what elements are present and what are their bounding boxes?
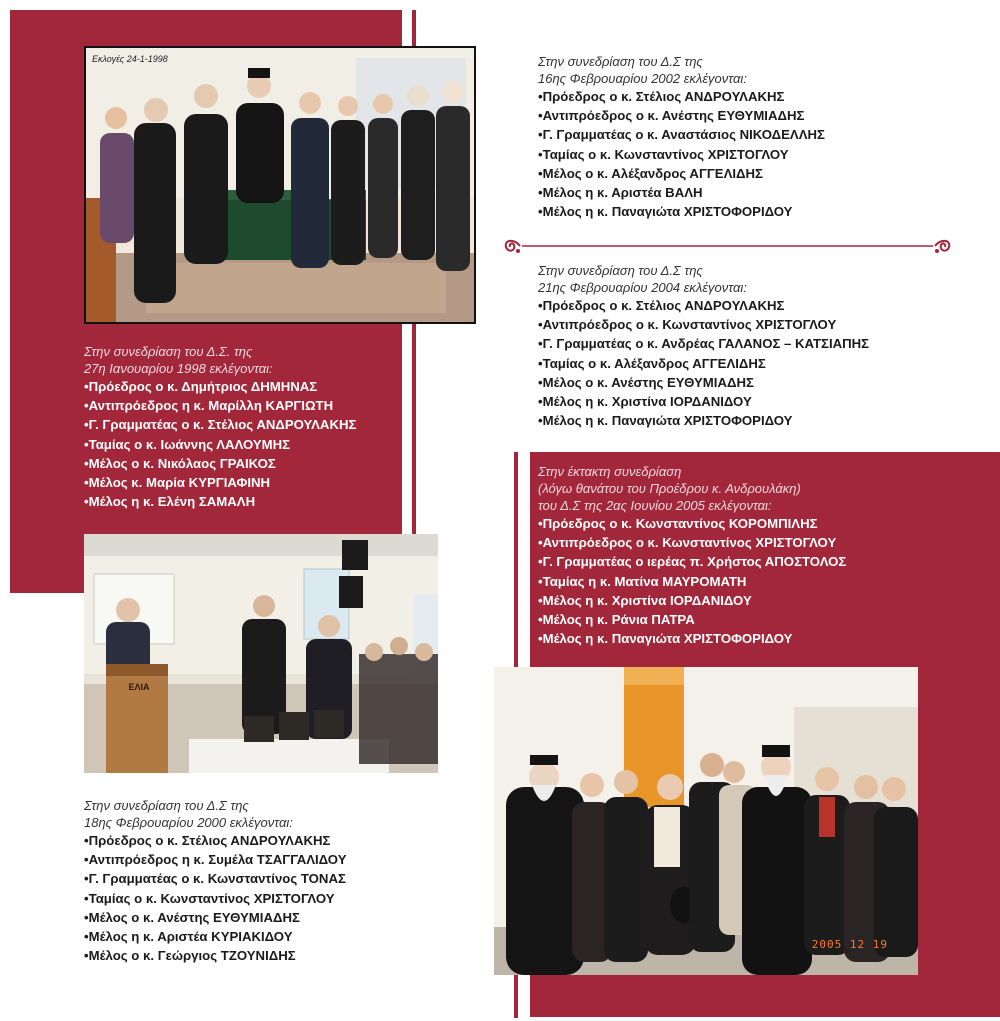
member-row: •Αντιπρόεδρος η κ. Συμέλα ΤΣΑΓΓΑΛΙΔΟΥ — [84, 852, 347, 868]
board-1998-block — [84, 343, 356, 511]
member-row: •Μέλος η κ. Ελένη ΣΑΜΑΛΗ — [84, 494, 256, 510]
member-row: •Γ. Γραμματέας ο κ. Ανδρέας ΓΑΛΑΝΟΣ – ΚΑΤΣΙΑΠΗΣ — [538, 336, 870, 352]
member-row: •Ταμίας η κ. Ματίνα ΜΑΥΡΟΜΑΤΗ — [538, 573, 747, 589]
member-row: •Ταμίας ο κ. Κωνσταντίνος ΧΡΙΣΤΟΓΛΟΥ — [538, 146, 789, 162]
photo-podium-illustration — [84, 534, 438, 773]
member-row: •Αντιπρόεδρος ο κ. Κωνσταντίνος ΧΡΙΣΤΟΓΛΟΥ — [538, 317, 837, 333]
member-row: •Μέλος η κ. Παναγιώτα ΧΡΙΣΤΟΦΟΡΙΔΟΥ — [538, 413, 793, 429]
member-row: •Πρόεδρος ο κ. Στέλιος ΑΝΔΡΟΥΛΑΚΗΣ — [538, 298, 785, 313]
photo-group-2005 — [494, 667, 918, 975]
board-2000-intro: Στην συνεδρίαση του Δ.Σ της 18ης Φεβρουαρίου 2000 εκλέγονται: — [84, 798, 293, 830]
member-row: •Αντιπρόεδρος η κ. Μαρίλλη ΚΑΡΓΙΩΤΗ — [84, 398, 334, 414]
member-row: •Πρόεδρος ο κ. Στέλιος ΑΝΔΡΟΥΛΑΚΗΣ — [84, 833, 331, 848]
member-row: •Μέλος η κ. Παναγιώτα ΧΡΙΣΤΟΦΟΡΙΔΟΥ — [538, 204, 793, 220]
member-row: •Ταμίας ο κ. Αλέξανδρος ΑΓΓΕΛΙΔΗΣ — [538, 355, 766, 371]
member-row: •Μέλος ο κ. Γεώργιος ΤΖΟΥΝΙΔΗΣ — [84, 948, 296, 964]
board-2005-members — [538, 514, 846, 648]
member-row: •Μέλος ο κ. Ανέστης ΕΥΘΥΜΙΑΔΗΣ — [538, 374, 754, 390]
ornament-divider-icon — [500, 236, 955, 256]
member-row: •Μέλος η κ. Χριστίνα ΙΟΡΔΑΝΙΔΟΥ — [538, 394, 752, 410]
member-row: •Μέλος κ. Μαρία ΚΥΡΓΙΑΦΙΝΗ — [84, 475, 271, 491]
member-row: •Αντιπρόεδρος ο κ. Κωνσταντίνος ΧΡΙΣΤΟΓΛΟΥ — [538, 535, 837, 551]
photo-group-illustration — [494, 667, 918, 975]
member-row: •Γ. Γραμματέας ο κ. Αναστάσιος ΝΙΚΟΔΕΛΛΗΣ — [538, 127, 825, 143]
member-row: •Μέλος η κ. Αριστέα ΚΥΡΙΑΚΙΔΟΥ — [84, 929, 293, 945]
board-2004-intro: Στην συνεδρίαση του Δ.Σ της 21ης Φεβρουαρίου 2004 εκλέγονται: — [538, 263, 747, 295]
podium-sign: ΕΛΙΑ — [128, 682, 150, 692]
board-2005-intro: Στην έκτακτη συνεδρίαση (λόγω θανάτου του Προέδρου κ. Ανδρουλάκη) του Δ.Σ της 2ας Ιουνίου 2005 εκλέγονται: — [538, 464, 801, 513]
board-2000-block — [84, 797, 347, 965]
member-row: •Μέλος η κ. Ράνια ΠΑΤΡΑ — [538, 612, 695, 628]
photo-podium-event — [84, 534, 438, 773]
photo-datestamp: 2005 12 19 — [811, 938, 888, 951]
board-2002-block — [538, 53, 825, 221]
board-2002-members — [538, 87, 825, 221]
member-row: •Ταμίας ο κ. Ιωάννης ΛΑΛΟΥΜΗΣ — [84, 436, 291, 452]
member-row: •Ταμίας ο κ. Κωνσταντίνος ΧΡΙΣΤΟΓΛΟΥ — [84, 890, 335, 906]
member-row: •Γ. Γραμματέας ο κ. Κωνσταντίνος ΤΟΝΑΣ — [84, 871, 346, 887]
member-row: •Μέλος ο κ. Ανέστης ΕΥΘΥΜΙΑΔΗΣ — [84, 909, 300, 925]
board-2004-block — [538, 262, 869, 430]
member-row: •Πρόεδρος ο κ. Κωνσταντίνος ΚΟΡΟΜΠΙΛΗΣ — [538, 516, 818, 531]
board-2005-block — [538, 463, 846, 648]
photo-1998-illustration — [86, 48, 474, 322]
board-2002-intro: Στην συνεδρίαση του Δ.Σ της 16ης Φεβρουαρίου 2002 εκλέγονται: — [538, 54, 747, 86]
photo-election-1998 — [84, 46, 476, 324]
board-2000-members — [84, 831, 347, 965]
member-row: •Πρόεδρος ο κ. Δημήτριος ΔΗΜΗΝΑΣ — [84, 379, 318, 394]
member-row: •Γ. Γραμματέας ο ιερέας π. Χρήστος ΑΠΟΣΤΟΛΟΣ — [538, 554, 847, 570]
member-row: •Μέλος ο κ. Αλέξανδρος ΑΓΓΕΛΙΔΗΣ — [538, 165, 763, 181]
member-row: •Μέλος ο κ. Νικόλαος ΓΡΑΙΚΟΣ — [84, 455, 276, 471]
board-2004-members — [538, 296, 869, 430]
photo-caption: Εκλογές 24-1-1998 — [92, 54, 168, 64]
member-row: •Γ. Γραμματέας ο κ. Στέλιος ΑΝΔΡΟΥΛΑΚΗΣ — [84, 417, 357, 433]
member-row: •Μέλος η κ. Χριστίνα ΙΟΡΔΑΝΙΔΟΥ — [538, 592, 752, 608]
board-1998-intro: Στην συνεδρίαση του Δ.Σ. της 27η Ιανουαρίου 1998 εκλέγονται: — [84, 344, 273, 376]
member-row: •Πρόεδρος ο κ. Στέλιος ΑΝΔΡΟΥΛΑΚΗΣ — [538, 89, 785, 104]
member-row: •Μέλος η κ. Αριστέα ΒΑΛΗ — [538, 185, 703, 201]
member-row: •Αντιπρόεδρος ο κ. Ανέστης ΕΥΘΥΜΙΑΔΗΣ — [538, 108, 805, 124]
board-1998-members — [84, 377, 356, 511]
member-row: •Μέλος η κ. Παναγιώτα ΧΡΙΣΤΟΦΟΡΙΔΟΥ — [538, 631, 793, 647]
